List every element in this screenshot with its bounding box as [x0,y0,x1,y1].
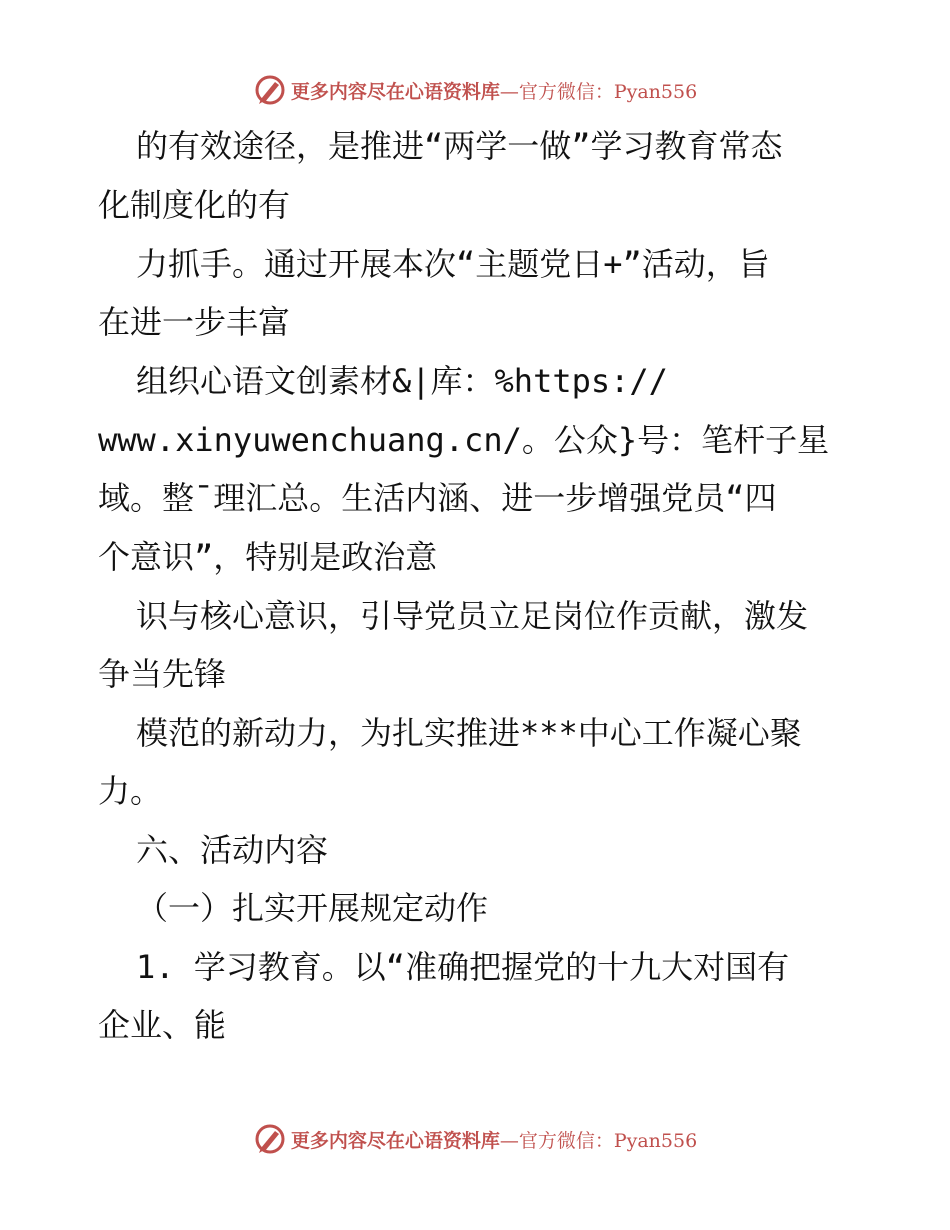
body-line: 在进一步丰富 [98,303,291,341]
body-line: 力抓手。通过开展本次“主题党日+”活动，旨 [136,245,770,283]
body-line: 组织心语文创素材&|库：%https:// [136,362,668,400]
body-line: 个意识”，特别是政治意 [98,538,438,576]
body-line: 模范的新动力，为扎实推进***中心工作凝心聚 [136,714,802,752]
pen-logo-icon [253,1122,287,1156]
body-line: 企业、能 [98,1006,227,1044]
body-line: 1. 学习教育。以“准确把握党的十九大对国有 [136,948,790,986]
section-heading: 六、活动内容 [136,831,329,869]
header-banner-text: 更多内容尽在心语资料库—官方微信：Pyan556 [290,80,698,103]
body-line: 的有效途径，是推进“两学一做”学习教育常态 [136,127,783,165]
body-line: www.xinyuwenchuang.cn/。公众}号：笔杆子星 [98,421,830,459]
footer-banner [0,1119,950,1159]
footer-banner-text: 更多内容尽在心语资料库—官方微信：Pyan556 [290,1129,698,1152]
body-line: 争当先锋 [98,655,227,693]
body-line: 域。整¯理汇总。生活内涵、进一步增强党员“四 [98,479,777,517]
subsection-heading: （一）扎实开展规定动作 [136,889,489,927]
body-line: 识与核心意识，引导党员立足岗位作贡献，激发 [136,597,809,635]
body-line: 力。 [98,772,163,810]
body-line: 化制度化的有 [98,186,291,224]
